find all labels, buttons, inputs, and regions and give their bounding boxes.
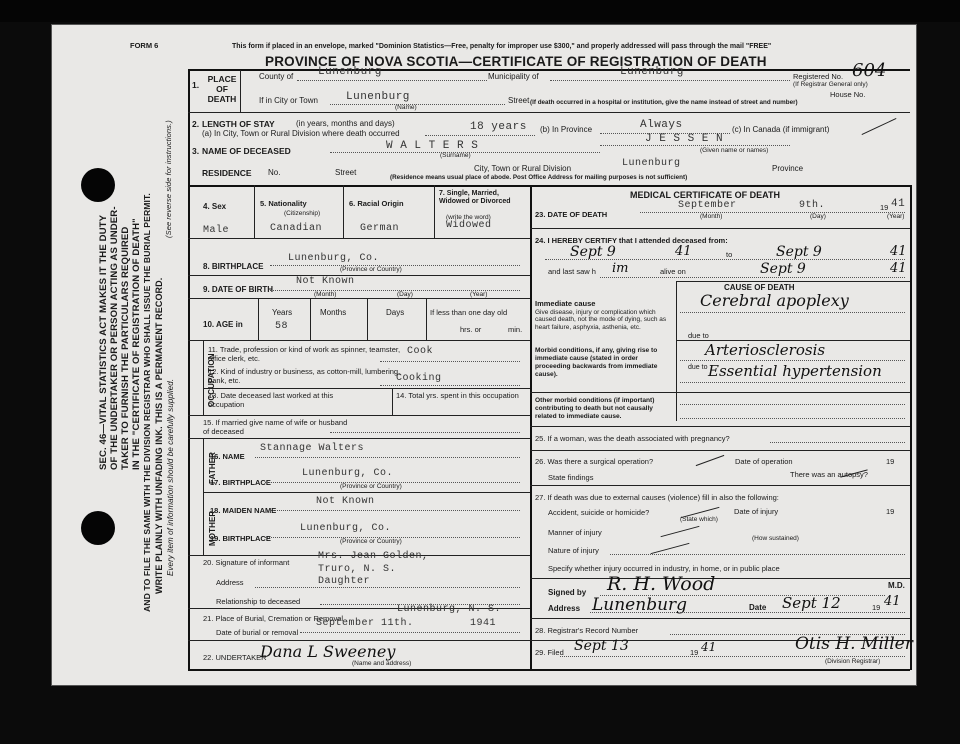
father-name-value: Stannage Walters — [260, 443, 365, 454]
death-date-label: 23. DATE OF DEATH — [535, 210, 608, 219]
rule — [910, 185, 912, 670]
injury-year-prefix: 19 — [886, 507, 895, 516]
father-name-label: 16. NAME — [210, 452, 245, 461]
burial-year-value: 1941 — [470, 618, 497, 629]
birthplace-value: Lunenburg, Co. — [288, 253, 380, 264]
q26-label: 26. Was there a surgical operation? — [535, 457, 654, 466]
stay-sub: (in years, months and days) — [296, 119, 395, 128]
physician-date-label: Date — [749, 603, 767, 612]
morbid-condition-2: Essential hypertension — [708, 362, 882, 380]
physician-address-value: Lunenburg — [592, 595, 688, 615]
rule — [254, 185, 255, 238]
rule — [434, 185, 435, 238]
place-no: 1. — [192, 80, 200, 90]
physician-address-label: Address — [548, 604, 581, 613]
stay-a-value: 18 years — [470, 121, 527, 133]
mother-birthplace-caption: (Province or Country) — [340, 538, 402, 545]
county-value: Lunenburg — [318, 66, 382, 78]
rule — [297, 80, 487, 81]
age-label: 10. AGE in — [203, 320, 243, 329]
physician-signature: R. H. Wood — [607, 573, 716, 595]
rule — [640, 212, 905, 213]
rule — [203, 388, 530, 389]
trade-label: 11. Trade, profession or kind of work as spinner, teamster, office clerk, etc. — [208, 345, 401, 363]
immediate-cause-value: Cerebral apoplexy — [700, 291, 849, 310]
rule — [426, 298, 427, 340]
death-year-prefix: 19 — [880, 203, 889, 212]
age-years-label: Years — [272, 308, 293, 317]
state-which-caption: (State which) — [680, 516, 718, 523]
state-findings-label: State findings — [548, 473, 594, 482]
nationality-value: Canadian — [270, 223, 323, 234]
rule — [680, 360, 905, 361]
rule — [680, 312, 905, 313]
q27-label: 27. If death was due to external causes (violence) fill in also the following: — [535, 493, 779, 502]
age-days-label: Days — [386, 308, 405, 317]
father-birthplace-caption: (Province or Country) — [340, 483, 402, 490]
racial-value: German — [360, 223, 400, 234]
attended-to-year: 41 — [890, 244, 907, 259]
rule — [330, 432, 520, 433]
q25-label: 25. If a woman, was the death associated with pregnancy? — [535, 434, 730, 443]
sidebar-line: SEC. 46—VITAL STATISTICS ACT MAKES IT THE DUTY — [98, 214, 109, 470]
attended-from-value: Sept 9 — [570, 244, 616, 260]
rule — [343, 185, 344, 238]
rule — [188, 275, 530, 276]
rule — [530, 228, 910, 229]
informant-address-value: Truro, N. S. — [318, 564, 397, 575]
rule — [188, 112, 910, 113]
form-number: FORM 6 — [130, 41, 159, 50]
page-title: PROVINCE OF NOVA SCOTIA—CERTIFICATE OF REGISTRATION OF DEATH — [265, 54, 767, 69]
residence-label: RESIDENCE — [202, 168, 252, 178]
total-years-label: 14. Total yrs. spent in this occupation — [396, 391, 519, 400]
sidebar-line: WRITE PLAINLY WITH UNFADING INK. THIS IS A PERMANENT RECORD. — [154, 277, 164, 594]
racial-label: 6. Racial Origin — [349, 199, 404, 208]
rule — [600, 145, 790, 146]
nature-label: Nature of injury — [548, 546, 599, 555]
punch-hole — [81, 168, 115, 202]
death-month-value: September — [678, 200, 737, 211]
mother-birthplace-label: 19. BIRTHPLACE — [210, 534, 271, 543]
residence-note: (Residence means usual place of abode. Post Office Address for mailing purposes is not sufficient) — [390, 174, 688, 181]
rule — [610, 554, 905, 555]
rule — [550, 80, 790, 81]
rule — [188, 298, 530, 299]
operation-year-prefix: 19 — [886, 457, 895, 466]
alive-on-year: 41 — [890, 261, 907, 276]
specify-label: Specify whether injury occurred in industry, in home, or in public place — [548, 564, 780, 573]
mother-birthplace-value: Lunenburg, Co. — [300, 523, 392, 534]
medical-title: MEDICAL CERTIFICATE OF DEATH — [630, 190, 780, 200]
mother-group-label: MOTHER — [208, 510, 217, 546]
mother-maiden-value: Not Known — [316, 496, 375, 507]
industry-label: 12. Kind of industry or business, as cotton-mill, lumbering, bank, etc. — [208, 367, 401, 385]
attended-to-label: to — [726, 250, 733, 259]
rule — [188, 238, 530, 239]
stay-label: LENGTH OF STAY — [202, 119, 275, 129]
rule — [367, 298, 368, 340]
burial-date-value: September 11th. — [316, 618, 414, 629]
marital-caption: (write the word) — [446, 214, 491, 221]
industry-value: Cooking — [396, 373, 442, 384]
marital-value: Widowed — [446, 220, 492, 231]
burial-place-value: Lunenburg, N. S. — [397, 604, 502, 615]
burial-date-label: Date of burial or removal — [216, 628, 299, 637]
rule — [188, 69, 190, 669]
operation-date-label: Date of operation — [735, 457, 793, 466]
residence-no-label: No. — [268, 168, 281, 177]
rule — [530, 450, 910, 451]
dob-day-caption: (Day) — [397, 291, 413, 298]
dob-value: Not Known — [296, 276, 355, 287]
rule — [530, 392, 910, 393]
house-no-label: House No. — [830, 90, 866, 99]
age-months-label: Months — [320, 308, 347, 317]
death-month-caption: (Month) — [700, 213, 723, 220]
trade-value: Cook — [407, 346, 434, 357]
q29-label: 29. Filed — [535, 648, 564, 657]
morbid-condition-1: Arteriosclerosis — [705, 341, 826, 359]
rule — [300, 632, 520, 633]
scan-top-border — [0, 0, 960, 22]
rule — [255, 457, 520, 458]
rule — [188, 415, 530, 416]
autopsy-label: There was an autopsy? — [790, 470, 868, 479]
rule — [203, 340, 204, 415]
last-saw-label: and last saw h — [548, 267, 596, 276]
rule — [310, 298, 311, 340]
undertaker-signature: Dana L Sweeney — [260, 642, 396, 661]
sidebar-line: AND TO FILE THE SAME WITH THE DIVISION REGISTRAR WHO SHALL ISSUE THE BURIAL PERMIT. — [142, 193, 152, 612]
rule — [680, 404, 905, 405]
rule — [680, 418, 905, 419]
physician-date-value: Sept 12 — [782, 594, 841, 612]
surname-caption: (Surname) — [440, 152, 471, 159]
rule — [203, 438, 204, 555]
morbid-label: Morbid conditions, if any, giving rise to immediate cause (stated in order proceeding backwards from immediate cause). — [535, 347, 658, 378]
name-caption: (Name) — [395, 104, 417, 111]
sex-label: 4. Sex — [203, 202, 227, 211]
rule — [770, 442, 905, 443]
rule — [680, 382, 905, 383]
rule — [188, 185, 910, 187]
nationality-label: 5. Nationality — [260, 199, 307, 208]
undertaker-label: 22. UNDERTAKER — [203, 653, 267, 662]
informant-sig-label: 20. Signature of informant — [203, 558, 290, 567]
sidebar-line: IN THE "CERTIFICATE OF REGISTRATION OF DEATH" — [131, 218, 142, 470]
alive-on-label: alive on — [660, 267, 686, 276]
given-name-value: J E S S E N — [645, 133, 724, 145]
informant-name-value: Mrs. Jean Golden, — [318, 551, 429, 562]
immediate-cause-desc: Give disease, injury or complication which caused death, not the mode of dying, such as heart failure, asphyxia, asthenia, etc. — [535, 309, 667, 331]
marital-label: 7. Single, Married, Widowed or Divorced — [439, 190, 511, 205]
street-note: (If death occurred in a hospital or institution, give the name instead of street and number) — [530, 99, 798, 106]
rule — [530, 578, 910, 579]
birthplace-label: 8. BIRTHPLACE — [203, 262, 264, 271]
sidebar-line: Every item of information should be carefully supplied. — [166, 378, 175, 576]
how-sustained-caption: (How sustained) — [752, 535, 799, 542]
dob-year-caption: (Year) — [470, 291, 488, 298]
birthplace-caption: (Province or Country) — [340, 266, 402, 273]
nationality-caption: (Citizenship) — [284, 210, 321, 217]
less-than-label: If less than one day old — [430, 308, 508, 317]
last-saw-value: im — [612, 261, 629, 276]
county-label: County of — [259, 72, 294, 81]
hrs-label: hrs. or — [460, 325, 482, 334]
physician-year-prefix: 19 — [872, 603, 881, 612]
rule — [240, 70, 241, 112]
dob-month-caption: (Month) — [314, 291, 337, 298]
informant-address-label: Address — [216, 578, 244, 587]
filed-date-value: Sept 13 — [574, 638, 629, 654]
death-year-value: 41 — [891, 198, 906, 210]
alive-on-value: Sept 9 — [760, 261, 806, 277]
dob-label: 9. DATE OF BIRTH — [203, 285, 274, 294]
deceased-label: NAME OF DECEASED — [202, 146, 291, 156]
signed-by-label: Signed by — [548, 588, 587, 597]
registered-no-note: (If Registrar General only) — [793, 81, 868, 88]
sex-value: Male — [203, 225, 230, 236]
rule — [590, 612, 905, 613]
stay-a-label: (a) In City, Town or Rural Division where death occurred — [202, 129, 400, 138]
occupation-group-label: OCCUPATION — [207, 353, 216, 407]
residence-province-label: Province — [772, 164, 804, 173]
death-day-value: 9th. — [799, 200, 826, 211]
spouse-label: 15. If married give name of wife or husband of deceased — [203, 418, 348, 436]
registrar-signature: Otis H. Miller — [795, 634, 913, 654]
rule — [676, 281, 910, 282]
rule — [530, 618, 910, 619]
registered-no-label: Registered No. — [793, 72, 844, 81]
municipality-label: Municipality of — [488, 72, 539, 81]
registrar-caption: (Division Registrar) — [825, 658, 881, 665]
attended-to-value: Sept 9 — [776, 244, 822, 260]
stay-b-value: Always — [640, 119, 683, 131]
father-group-label: FATHER — [208, 451, 217, 484]
residence-city-value: Lunenburg — [622, 158, 681, 169]
city-label: If in City or Town — [259, 96, 318, 105]
physician-year-value: 41 — [884, 594, 901, 609]
sidebar-line: OF THE UNDERTAKER OR PERSON ACTING AS UNDER- — [109, 206, 120, 470]
undertaker-caption: (Name and address) — [352, 660, 412, 667]
rule — [188, 438, 530, 439]
informant-relationship-value: Daughter — [318, 576, 371, 587]
q28-label: 28. Registrar's Record Number — [535, 626, 639, 635]
father-birthplace-label: 17. BIRTHPLACE — [210, 478, 271, 487]
rule — [380, 361, 520, 362]
municipality-value: Lunenburg — [620, 66, 684, 78]
deceased-no: 3. — [192, 146, 200, 156]
injury-date-label: Date of injury — [734, 507, 779, 516]
city-value: Lunenburg — [346, 91, 410, 103]
death-day-caption: (Day) — [810, 213, 826, 220]
filed-year-value: 41 — [701, 640, 717, 654]
father-birthplace-value: Lunenburg, Co. — [302, 468, 394, 479]
last-worked-label: 13. Date deceased last worked at this occupation — [208, 391, 334, 409]
rule — [380, 385, 520, 386]
rule — [330, 104, 505, 105]
due-to-label-1: due to — [688, 331, 709, 340]
burial-place-label: 21. Place of Burial, Cremation or Removal — [203, 614, 344, 623]
informant-relationship-label: Relationship to deceased — [216, 597, 301, 606]
cause-title: CAUSE OF DEATH — [724, 283, 795, 292]
rule — [530, 485, 910, 486]
surname-value: W A L T E R S — [386, 140, 479, 152]
stay-c-label: (c) In Canada (if immigrant) — [732, 125, 830, 134]
rule — [270, 510, 520, 511]
other-morbid-label: Other morbid conditions (if important) contributing to death but not causally related to immediate cause. — [535, 397, 655, 420]
mailing-notice: This form if placed in an envelope, marked "Dominion Statistics—Free, penalty for improper use $300," and properly addressed will pass through the mail "FREE" — [232, 43, 772, 50]
given-name-caption: (Given name or names) — [700, 147, 769, 154]
residence-city-label: City, Town or Rural Division — [474, 164, 572, 173]
rule — [258, 298, 259, 340]
filed-year-prefix: 19 — [690, 648, 699, 657]
sidebar-line: TAKER TO FURNISH THE PARTICULARS REQUIRED — [120, 226, 131, 470]
rule — [425, 135, 535, 136]
age-years-value: 58 — [275, 321, 289, 332]
rule — [330, 152, 600, 153]
rule — [188, 640, 530, 641]
md-label: M.D. — [888, 581, 905, 590]
death-year-caption: (Year) — [887, 213, 905, 220]
rule — [600, 277, 905, 278]
min-label: min. — [508, 325, 523, 334]
street-label: Street — [508, 96, 530, 105]
rule — [560, 656, 905, 657]
due-to-label-2: due to — [688, 364, 708, 371]
manner-label: Manner of injury — [548, 528, 602, 537]
stay-no: 2. — [192, 119, 200, 129]
rule — [203, 492, 530, 493]
registered-no-value: 604 — [852, 60, 887, 81]
sidebar-line: (See reverse side for instructions.) — [164, 120, 173, 238]
residence-street-label: Street — [335, 168, 357, 177]
rule — [188, 69, 910, 71]
rule — [545, 259, 905, 260]
rule — [392, 388, 393, 415]
rule — [530, 185, 532, 670]
certify-label: 24. I HEREBY CERTIFY that I attended deceased from: — [535, 236, 728, 245]
rule — [676, 281, 677, 421]
rule — [255, 587, 520, 588]
punch-hole — [81, 511, 115, 545]
immediate-cause-label: Immediate cause — [535, 299, 596, 308]
stay-b-label: (b) In Province — [540, 125, 593, 134]
rule — [530, 426, 910, 427]
mother-maiden-label: 18. MAIDEN NAME — [210, 506, 277, 515]
place-label: PLACE OF DEATH — [207, 74, 237, 104]
rule — [188, 340, 530, 341]
rule — [188, 669, 910, 671]
accident-label: Accident, suicide or homicide? — [548, 508, 650, 517]
attended-from-year: 41 — [675, 244, 692, 259]
